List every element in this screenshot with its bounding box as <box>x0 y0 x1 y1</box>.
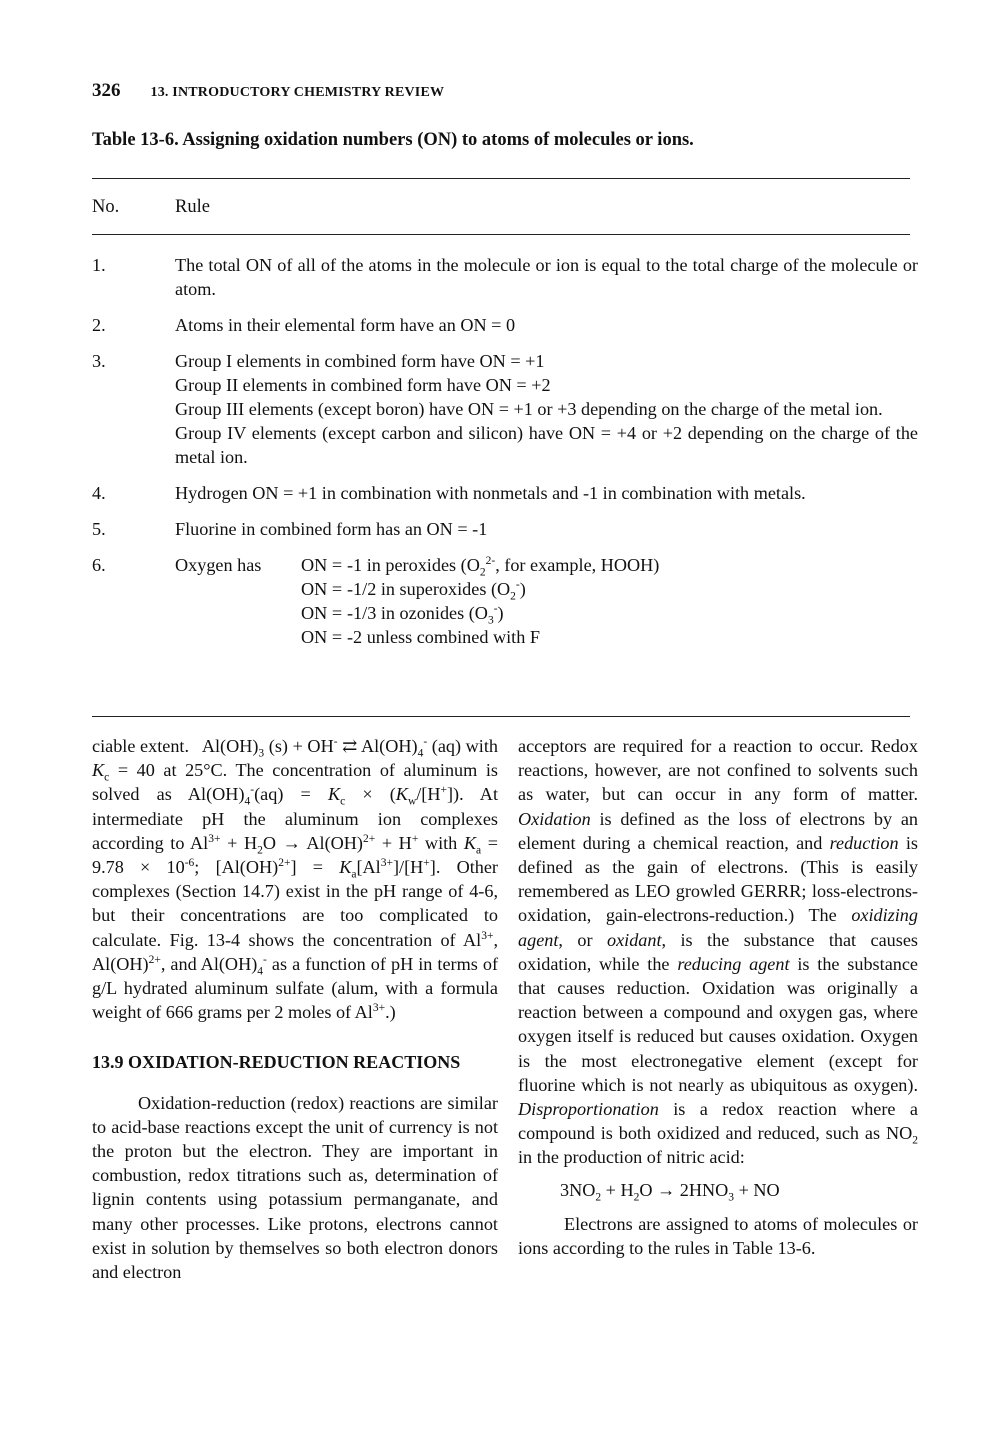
row-number: 3. <box>92 351 106 371</box>
rule-text <box>175 253 918 313</box>
rule-line: The total ON of all of the atoms in the molecule or ion is equal to the total charge of the molecule or atom. <box>175 255 918 299</box>
rule-line: Group IV elements (except carbon and silicon) have ON = +4 or +2 depending on the charge of the metal ion. <box>175 423 918 467</box>
row-number: 2. <box>92 315 106 335</box>
rule-line: Fluorine in combined form has an ON = -1 <box>175 519 488 539</box>
rule-text <box>175 313 918 349</box>
table-row <box>92 517 918 553</box>
chapter-title: 13. INTRODUCTORY CHEMISTRY REVIEW <box>150 85 445 100</box>
rule-line: Group I elements in combined form have ON = +1 <box>175 351 545 371</box>
table-row <box>92 349 918 481</box>
rule-text <box>175 553 918 661</box>
rule-text <box>175 517 918 553</box>
peroxide-rule: -1 in peroxides ($O_2^{2-}$, for example, HOOH) <box>347 554 660 579</box>
on-label: ON = <box>301 627 343 647</box>
row-number: 1. <box>92 255 106 275</box>
table-top-rule <box>92 178 910 179</box>
page-number: 326 <box>92 80 121 101</box>
table-header-rule <box>92 234 910 235</box>
rule-line: Atoms in their elemental form have an ON = 0 <box>175 315 516 335</box>
table-row <box>92 481 918 517</box>
oxygen-rules <box>175 553 918 649</box>
row-number: 4. <box>92 483 106 503</box>
rule-line: Hydrogen ON = +1 in combination with nonmetals and -1 in combination with metals. <box>175 483 806 503</box>
rule-line: Group III elements (except boron) have ON = +1 or +3 depending on the charge of the metal ion. <box>175 399 883 419</box>
on-label: ON = <box>301 603 343 623</box>
rule-line: Group II elements in combined form have ON = +2 <box>175 375 551 395</box>
table-row <box>92 253 918 313</box>
superoxide-rule: -1/2 in superoxides $(O_2^-)$ <box>347 578 526 603</box>
paragraph-redox-definitions: acceptors are required for a reaction to occur. Redox reactions, however, are not confined to solvents such as water, but can occur in any form of matter. Oxidation is defined as the loss of electrons by an element during a chemical reaction, and reduction is defined as the gain of electrons. (This is easily remembered as LEO growled GERRR; loss-electrons-oxidation, gain-electrons-reduction.) The oxidizing agent, or oxidant, is the substance that causes oxidation, while the reducing agent is the substance that causes reduction. Oxidation was originally a reaction between a compound and oxygen gas, where oxygen itself is reduced but causes oxidation. Oxygen is the most electronegative element (except for fluorine which is not nearly as ubiquitous as oxygen). Disproportionation is a redox reaction where a compound is both oxidized and reduced, such as $NO_2$ in the production of nitric acid: <box>518 736 919 1168</box>
column-header-rule: Rule <box>175 197 210 217</box>
disproportionation-equation: $3NO_2 + H_2O \to 2HNO_3$ + NO <box>560 1179 780 1204</box>
table-caption: Table 13-6. Assigning oxidation numbers (ON) to atoms of molecules or ions. <box>92 130 694 150</box>
left-column <box>92 734 498 1284</box>
table-row <box>92 553 918 661</box>
rule-text <box>175 481 918 517</box>
row-number: 6. <box>92 555 106 575</box>
section-heading: 13.9 OXIDATION-REDUCTION REACTIONS <box>92 1052 461 1073</box>
paragraph-aluminum: ciable extent. $Al(OH)_3$ (s) + OH- ⇄ $Al(OH)_4^-$ (aq) with $K_c = 40$ at 25°C. The concentration of aluminum is solved as $Al(OH)_4^-(aq) = K_c \times (K_w/[H^+])$. At intermediate pH the aluminum ion complexes according to $Al^{3+} + H_2O \to Al(OH)^{2+} + H^+$ with $K_a = 9.78 \times 10^{-6}$; $[Al(OH)^{2+}] = K_a[Al^{3+}]/[H^+]$. Other complexes (Section 14.7) exist in the pH range of 4-6, but their concentrations are too complicated to calculate. Fig. 13-4 shows the concentration of $Al^{3+}$, Al(OH)$^{2+}$, and $Al(OH)_4^-$ as a function of pH in terms of g/L hydrated aluminum sulfate (alum, with a formula weight of 666 grams per 2 moles of $Al^{3+}$.) <box>92 735 499 1023</box>
ozonide-rule: -1/3 in ozonides $(O_3^-)$ <box>347 602 504 627</box>
column-header-no: No. <box>92 197 120 217</box>
table-row <box>92 313 918 349</box>
oxygen-lead: Oxygen has <box>175 555 262 575</box>
on-label: ON = <box>301 579 343 599</box>
rules-table <box>92 253 918 661</box>
table-bottom-rule <box>92 716 910 717</box>
default-oxygen-rule: -2 unless combined with F <box>347 627 540 647</box>
right-column <box>518 734 918 1260</box>
row-number: 5. <box>92 519 106 539</box>
on-label: ON = <box>301 555 343 575</box>
rule-text <box>175 349 918 481</box>
running-header <box>92 80 444 102</box>
paragraph-redox-intro: Oxidation-reduction (redox) reactions are similar to acid-base reactions except the unit of currency is not the proton but the electron. They are important in combustion, redox titrations such as, determination of lignin contents using potassium permanganate, and many other processes. Like protons, electrons cannot exist in solution by themselves so both electron donors and electron <box>92 1092 498 1283</box>
paragraph-assignment: Electrons are assigned to atoms of molecules or ions according to the rules in Table 13-6. <box>518 1213 918 1259</box>
